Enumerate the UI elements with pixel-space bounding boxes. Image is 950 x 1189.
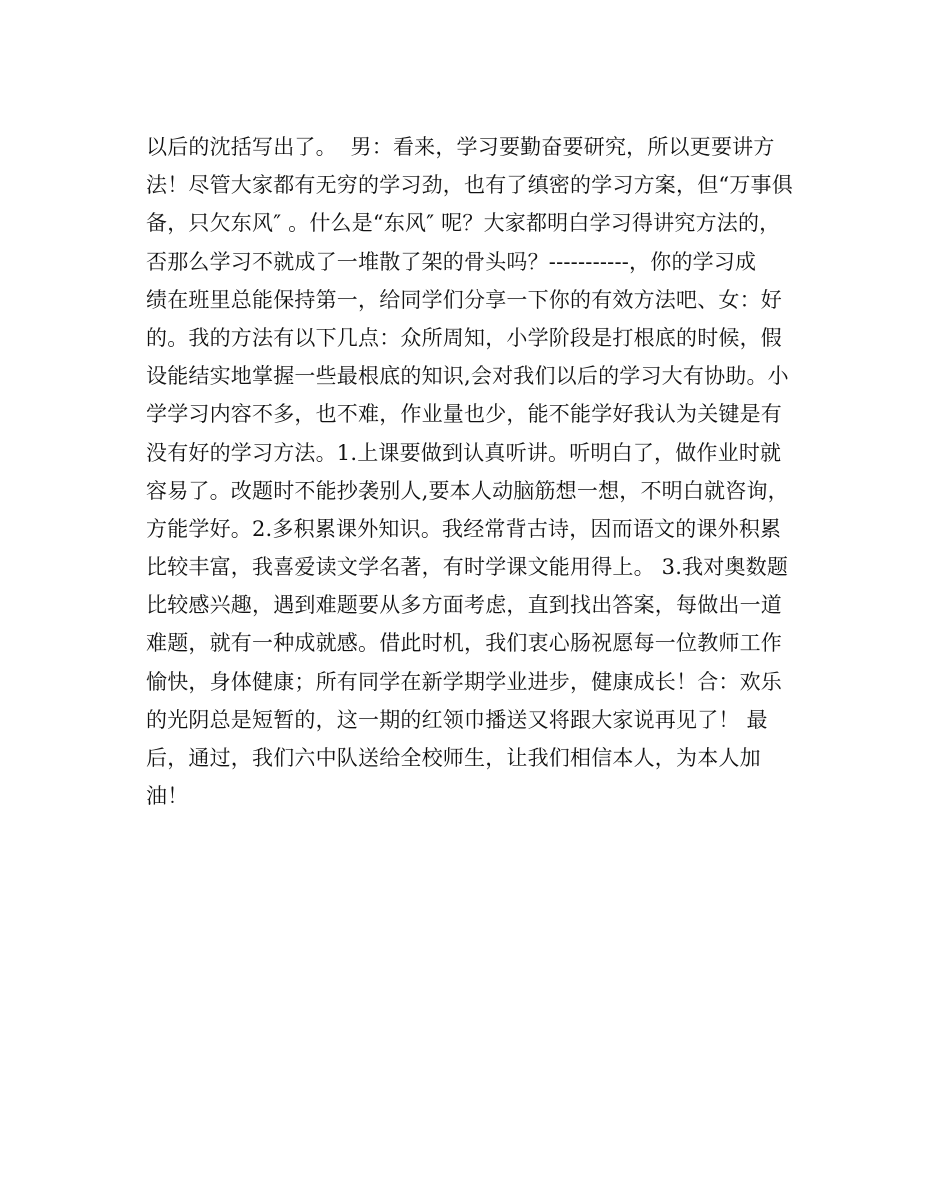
text-line-3: 备，只欠东风″ 。什么是“东风″ 呢？大家都明白学习得讲究方法的， bbox=[146, 211, 781, 236]
text-line-7: 设能结实地掌握一些最根底的知识,会对我们以后的学习大有协助。小 bbox=[146, 364, 789, 389]
text-line-6: 的。我的方法有以下几点：众所周知，小学阶段是打根底的时候，假 bbox=[146, 325, 782, 350]
text-line-10: 容易了。改题时不能抄袭别人,要本人动脑筋想一想，不明白就咨询， bbox=[146, 478, 789, 503]
text-line-5: 绩在班里总能保持第一，给同学们分享一下你的有效方法吧、女：好 bbox=[146, 287, 782, 312]
text-line-18: 油！ bbox=[146, 784, 189, 809]
text-line-2: 法！尽管大家都有无穷的学习劲，也有了缜密的学习方案，但“万事俱 bbox=[146, 173, 793, 198]
text-line-12: 比较丰富，我喜爱读文学名著，有时学课文能用得上。 3.我对奥数题 bbox=[146, 555, 789, 580]
text-line-4: 否那么学习不就成了一堆散了架的骨头吗？-----------，你的学习成 bbox=[146, 249, 757, 274]
text-line-1: 以后的沈括写出了。 男：看来，学习要勤奋要研究，所以更要讲方 bbox=[146, 135, 775, 159]
text-line-17: 后，通过，我们六中队送给全校师生，让我们相信本人，为本人加 bbox=[146, 746, 761, 770]
text-line-11: 方能学好。2.多积累课外知识。我经常背古诗，因而语文的课外积累 bbox=[146, 516, 782, 541]
text-line-8: 学学习内容不多，也不难，作业量也少，能不能学好我认为关键是有 bbox=[146, 402, 782, 427]
text-line-14: 难题，就有一种成就感。借此时机，我们衷心肠祝愿每一位教师工作 bbox=[146, 631, 782, 656]
text-line-16: 的光阴总是短暂的，这一期的红领巾播送又将跟大家说再见了！ 最 bbox=[146, 707, 768, 732]
text-line-15: 愉快，身体健康；所有同学在新学期学业进步，健康成长！合：欢乐 bbox=[146, 669, 782, 694]
text-line-13: 比较感兴趣，遇到难题要从多方面考虑，直到找出答案，每做出一道 bbox=[146, 593, 782, 618]
body-text bbox=[146, 128, 826, 815]
text-line-9: 没有好的学习方法。1.上课要做到认真听讲。听明白了，做作业时就 bbox=[146, 440, 782, 465]
